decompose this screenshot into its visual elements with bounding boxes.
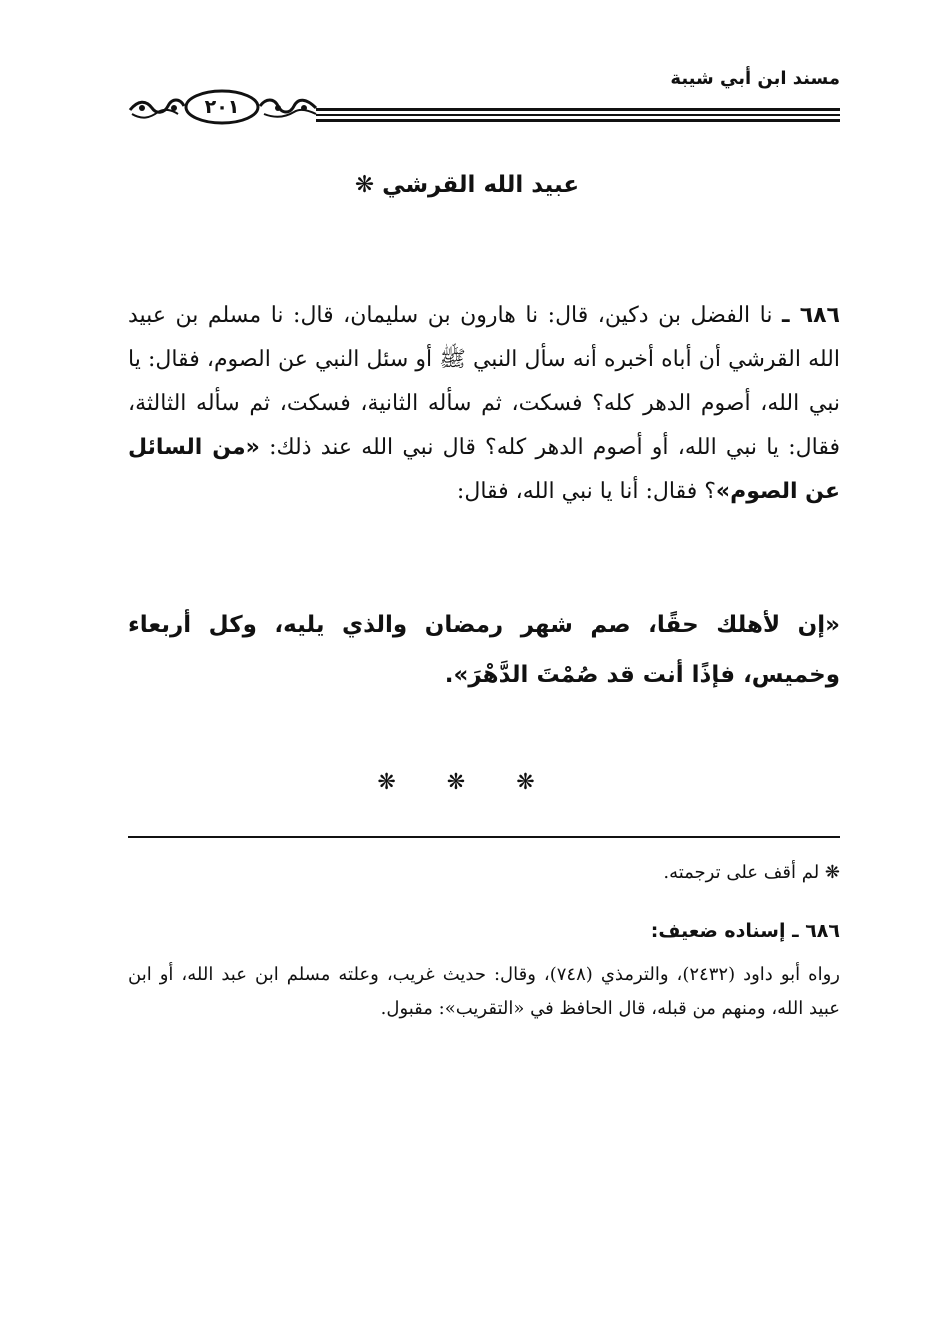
narration-text: نا الفضل بن دكين، قال: نا هارون بن سليمان، قال: نا مسلم بن عبيد الله القرشي أن أباه أخبره أنه سأل النبي ﷺ أو سئل النبي عن الصوم، فقال: يا نبي الله، أصوم الدهر كله؟ فسكت، ثم سأله الثانية، فسكت، ثم سأله الثالثة، فقال: يا نبي الله، أو أصوم الدهر كله؟ قال نبي الله عند ذلك: — [128, 303, 841, 460]
header-rule — [316, 108, 840, 111]
footnote-star: ❋ لم أقف على ترجمته. — [663, 862, 840, 883]
footnote-rule — [128, 836, 840, 838]
hadith-narration — [128, 294, 840, 514]
narration-text-end: ؟ فقال: أنا يا نبي الله، فقال: — [456, 479, 716, 504]
footnote-686-body: رواه أبو داود (٢٤٣٢)، والترمذي (٧٤٨)، وقال: حديث غريب، وعلته مسلم ابن عبد الله، أو ابن عبيد الله، ومنهم من قبله، قال الحافظ في «التقريب»: مقبول. — [128, 964, 840, 1019]
page-number: ٢٠١ — [204, 96, 240, 118]
section-title: عبيد الله القرشي ❋ — [354, 172, 580, 198]
narration-quote: «من السائل عن الصوم» — [128, 435, 840, 504]
header-rule — [316, 114, 840, 116]
footnote-686-heading: ٦٨٦ ـ إسناده ضعيف: — [650, 920, 840, 942]
header-rule — [316, 119, 840, 122]
hadith-number: ٦٨٦ ـ — [782, 303, 840, 328]
prophet-saying: «إن لأهلك حقًا، صم شهر رمضان والذي يليه، وكل أربعاء وخميس، فإذًا أنت قد صُمْتَ الدَّهْرَ». — [128, 612, 840, 688]
section-separator: ❋ ❋ ❋ — [377, 770, 557, 795]
running-title: مسند ابن أبي شيبة — [670, 68, 840, 89]
